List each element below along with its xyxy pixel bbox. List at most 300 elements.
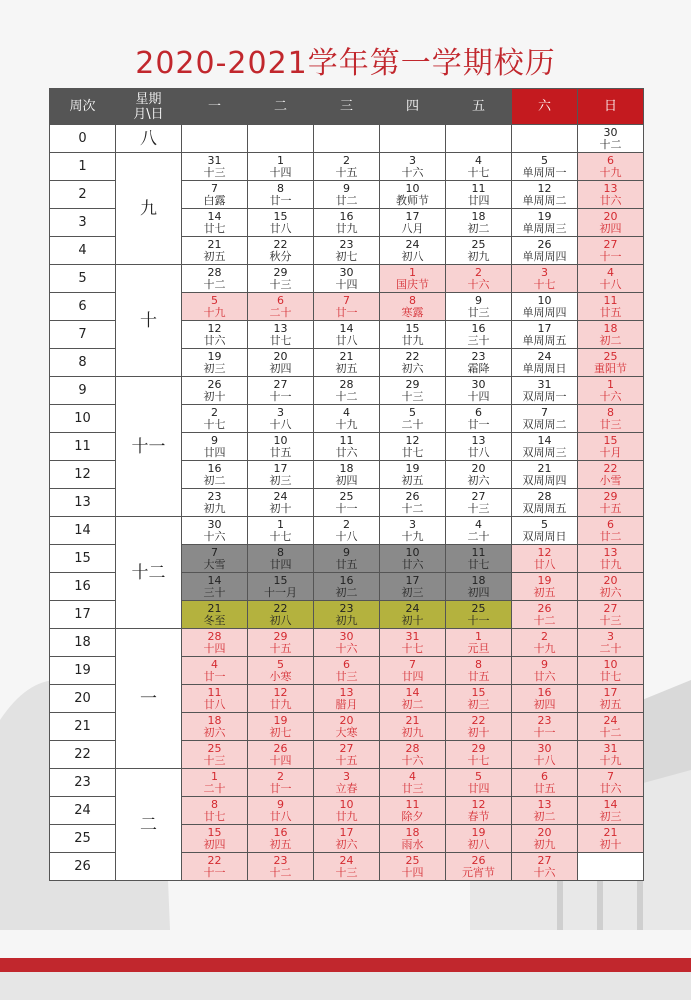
day-header-sun: 日 [578, 89, 644, 125]
day-date: 28 [537, 489, 552, 503]
day-date: 17 [405, 573, 420, 587]
day-lunar-label: 初五 [599, 697, 622, 711]
day-lunar-label: 十九 [335, 417, 358, 431]
day-lunar-label: 十七 [269, 529, 292, 543]
day-date: 22 [207, 853, 222, 867]
day-date: 20 [471, 461, 486, 475]
day-date: 25 [207, 741, 222, 755]
day-cell [182, 349, 248, 377]
day-date: 5 [409, 405, 416, 419]
day-cell [380, 237, 446, 265]
calendar-table [49, 88, 644, 881]
day-cell [380, 349, 446, 377]
day-cell [182, 741, 248, 769]
day-cell [380, 405, 446, 433]
day-lunar-label: 单周周二 [522, 193, 567, 207]
day-date: 1 [475, 629, 482, 643]
day-cell [512, 181, 578, 209]
day-lunar-label: 十四 [335, 277, 358, 291]
table-row [50, 769, 644, 797]
day-lunar-label: 廿七 [401, 445, 424, 459]
day-date: 22 [471, 713, 486, 727]
day-date: 27 [471, 489, 486, 503]
day-date: 8 [409, 293, 416, 307]
day-cell [512, 685, 578, 713]
footer-grey-band [0, 972, 691, 1000]
day-lunar-label: 初九 [335, 613, 358, 627]
day-lunar-label: 初九 [467, 249, 490, 263]
day-lunar-label: 重阳节 [594, 361, 627, 375]
day-date: 10 [405, 181, 420, 195]
day-date: 12 [207, 321, 222, 335]
day-cell [248, 573, 314, 601]
day-cell [512, 461, 578, 489]
day-cell [578, 293, 644, 321]
day-cell [314, 461, 380, 489]
day-cell [182, 461, 248, 489]
day-cell [446, 265, 512, 293]
day-cell [248, 601, 314, 629]
day-cell [578, 405, 644, 433]
day-cell [248, 237, 314, 265]
day-cell [578, 573, 644, 601]
day-cell [314, 349, 380, 377]
day-lunar-label: 十三 [599, 613, 622, 627]
day-lunar-label: 初十 [269, 501, 292, 515]
day-cell [182, 713, 248, 741]
day-cell [380, 825, 446, 853]
day-date: 20 [339, 713, 354, 727]
day-cell [446, 601, 512, 629]
day-lunar-label: 廿五 [335, 557, 358, 571]
week-number: 12 [50, 461, 116, 489]
day-cell [314, 405, 380, 433]
day-cell [380, 125, 446, 153]
day-cell [578, 657, 644, 685]
day-lunar-label: 十二 [401, 501, 424, 515]
day-lunar-label: 十一 [467, 613, 490, 627]
day-lunar-label: 廿三 [467, 305, 490, 319]
day-date: 18 [405, 825, 420, 839]
day-cell [446, 461, 512, 489]
day-cell [578, 853, 644, 881]
month-header-line1: 星期 [135, 91, 162, 107]
day-cell [578, 713, 644, 741]
day-cell [314, 321, 380, 349]
day-date: 3 [409, 517, 416, 531]
day-date: 8 [475, 657, 482, 671]
day-cell [380, 853, 446, 881]
month-label: 八 [116, 125, 182, 153]
day-cell [446, 825, 512, 853]
day-date: 23 [537, 713, 552, 727]
day-date: 26 [207, 377, 222, 391]
day-lunar-label: 元旦 [467, 641, 490, 655]
week-number: 23 [50, 769, 116, 797]
day-cell [182, 153, 248, 181]
day-cell [182, 321, 248, 349]
day-date: 7 [211, 181, 218, 195]
day-cell [182, 181, 248, 209]
day-lunar-label: 十五 [599, 501, 622, 515]
day-date: 15 [405, 321, 420, 335]
day-lunar-label: 元宵节 [462, 865, 495, 879]
day-date: 27 [603, 601, 618, 615]
day-cell [446, 349, 512, 377]
day-date: 20 [603, 209, 618, 223]
day-lunar-label: 十四 [269, 753, 292, 767]
day-cell [578, 517, 644, 545]
day-cell [380, 153, 446, 181]
day-lunar-label: 初三 [401, 585, 424, 599]
day-lunar-label: 廿四 [467, 781, 490, 795]
day-lunar-label: 廿一 [203, 669, 226, 683]
day-cell [446, 573, 512, 601]
day-lunar-label: 二十 [203, 781, 226, 795]
day-lunar-label: 十四 [203, 641, 226, 655]
day-date: 9 [475, 293, 482, 307]
day-lunar-label: 十一月 [264, 585, 297, 599]
day-date: 1 [277, 517, 284, 531]
day-header-thu: 四 [380, 89, 446, 125]
day-lunar-label: 十三 [269, 277, 292, 291]
day-cell [248, 433, 314, 461]
day-date: 27 [339, 741, 354, 755]
day-lunar-label: 十六 [335, 641, 358, 655]
day-date: 15 [471, 685, 486, 699]
day-date: 17 [405, 209, 420, 223]
day-date: 22 [273, 601, 288, 615]
table-row [50, 125, 644, 153]
day-cell [248, 153, 314, 181]
day-cell [314, 153, 380, 181]
day-lunar-label: 十三 [467, 501, 490, 515]
day-lunar-label: 初三 [203, 361, 226, 375]
day-cell [446, 713, 512, 741]
day-cell [446, 237, 512, 265]
day-lunar-label: 十五 [335, 165, 358, 179]
day-date: 26 [405, 489, 420, 503]
day-cell [512, 825, 578, 853]
day-date: 23 [471, 349, 486, 363]
day-date: 26 [537, 601, 552, 615]
table-row [50, 517, 644, 545]
day-cell [380, 293, 446, 321]
day-lunar-label: 十一 [599, 249, 622, 263]
day-lunar-label: 廿四 [203, 445, 226, 459]
day-date: 25 [471, 601, 486, 615]
day-cell [512, 853, 578, 881]
day-date: 23 [339, 601, 354, 615]
day-cell [380, 321, 446, 349]
day-lunar-label: 廿二 [599, 529, 622, 543]
day-date: 16 [339, 573, 354, 587]
day-lunar-label: 廿四 [467, 193, 490, 207]
day-date: 31 [405, 629, 420, 643]
day-cell [512, 657, 578, 685]
week-number: 15 [50, 545, 116, 573]
day-cell [182, 545, 248, 573]
day-lunar-label: 初四 [335, 473, 358, 487]
day-lunar-label: 腊月 [335, 697, 358, 711]
day-date: 30 [339, 629, 354, 643]
day-lunar-label: 初二 [203, 473, 226, 487]
week-number: 11 [50, 433, 116, 461]
table-row [50, 629, 644, 657]
day-cell [248, 377, 314, 405]
day-lunar-label: 十七 [203, 417, 226, 431]
day-cell [578, 125, 644, 153]
day-cell [380, 377, 446, 405]
day-date: 12 [471, 797, 486, 811]
day-lunar-label: 廿七 [467, 557, 490, 571]
day-date: 21 [207, 601, 222, 615]
day-cell [248, 713, 314, 741]
day-date: 26 [471, 853, 486, 867]
day-cell [248, 853, 314, 881]
day-cell [512, 741, 578, 769]
day-lunar-label: 初五 [335, 361, 358, 375]
day-lunar-label: 双周周五 [522, 501, 567, 515]
day-cell [380, 461, 446, 489]
day-lunar-label: 廿六 [599, 193, 622, 207]
day-date: 4 [475, 153, 482, 167]
day-date: 4 [475, 517, 482, 531]
day-cell [446, 657, 512, 685]
day-date: 14 [405, 685, 420, 699]
day-cell [512, 321, 578, 349]
day-lunar-label: 廿六 [599, 781, 622, 795]
day-date: 10 [273, 433, 288, 447]
day-cell [380, 601, 446, 629]
day-date: 30 [471, 377, 486, 391]
day-date: 23 [207, 489, 222, 503]
day-lunar-label: 初五 [533, 585, 556, 599]
day-lunar-label: 立春 [335, 781, 358, 795]
day-cell [182, 573, 248, 601]
day-cell [314, 741, 380, 769]
day-cell [248, 461, 314, 489]
day-lunar-label: 十二 [599, 725, 622, 739]
day-cell [446, 153, 512, 181]
day-cell [182, 601, 248, 629]
day-cell [182, 517, 248, 545]
day-cell [314, 657, 380, 685]
day-lunar-label: 三十 [467, 333, 490, 347]
day-lunar-label: 初三 [467, 697, 490, 711]
day-lunar-label: 十八 [269, 417, 292, 431]
day-date: 18 [603, 321, 618, 335]
day-date: 17 [603, 685, 618, 699]
day-lunar-label: 十六 [599, 389, 622, 403]
day-lunar-label: 十月 [599, 445, 622, 459]
day-lunar-label: 初八 [467, 837, 490, 851]
week-number: 6 [50, 293, 116, 321]
day-lunar-label: 春节 [467, 809, 490, 823]
day-date: 2 [541, 629, 548, 643]
day-cell [578, 321, 644, 349]
day-lunar-label: 单周周四 [522, 305, 567, 319]
day-lunar-label: 廿一 [467, 417, 490, 431]
calendar-header [50, 89, 644, 125]
day-cell [314, 601, 380, 629]
day-date: 19 [405, 461, 420, 475]
day-date: 18 [471, 209, 486, 223]
day-cell [182, 657, 248, 685]
day-date: 12 [537, 181, 552, 195]
day-cell [182, 265, 248, 293]
day-lunar-label: 廿三 [401, 781, 424, 795]
day-lunar-label: 廿一 [335, 305, 358, 319]
day-date: 24 [339, 853, 354, 867]
day-cell [446, 517, 512, 545]
day-date: 8 [277, 181, 284, 195]
day-date: 11 [207, 685, 222, 699]
day-cell [248, 657, 314, 685]
day-lunar-label: 秋分 [269, 249, 292, 263]
day-header-sat: 六 [512, 89, 578, 125]
day-lunar-label: 初八 [269, 613, 292, 627]
day-lunar-label: 十三 [203, 165, 226, 179]
day-date: 13 [273, 321, 288, 335]
day-date: 2 [277, 769, 284, 783]
day-cell [182, 433, 248, 461]
day-cell [578, 349, 644, 377]
day-cell [578, 741, 644, 769]
day-cell [248, 545, 314, 573]
day-cell [314, 685, 380, 713]
day-lunar-label: 初二 [335, 585, 358, 599]
week-number: 18 [50, 629, 116, 657]
day-date: 8 [607, 405, 614, 419]
day-date: 24 [537, 349, 552, 363]
day-date: 22 [405, 349, 420, 363]
day-date: 27 [537, 853, 552, 867]
day-lunar-label: 大寒 [335, 725, 358, 739]
footer-red-band [0, 958, 691, 972]
day-date: 29 [405, 377, 420, 391]
day-lunar-label: 霜降 [467, 361, 490, 375]
day-lunar-label: 十三 [203, 753, 226, 767]
day-date: 24 [603, 713, 618, 727]
day-date: 25 [603, 349, 618, 363]
day-date: 25 [339, 489, 354, 503]
day-cell [380, 209, 446, 237]
day-date: 15 [603, 433, 618, 447]
day-cell [578, 265, 644, 293]
day-date: 5 [541, 517, 548, 531]
day-cell [446, 293, 512, 321]
day-cell [512, 769, 578, 797]
day-lunar-label: 廿九 [335, 809, 358, 823]
day-lunar-label: 寒露 [401, 305, 424, 319]
day-cell [512, 797, 578, 825]
day-lunar-label: 初四 [599, 221, 622, 235]
day-cell [182, 293, 248, 321]
day-cell [314, 293, 380, 321]
day-date: 6 [607, 517, 614, 531]
day-cell [314, 489, 380, 517]
day-lunar-label: 廿四 [401, 669, 424, 683]
day-cell [512, 209, 578, 237]
day-date: 3 [541, 265, 548, 279]
day-cell [380, 545, 446, 573]
week-number: 7 [50, 321, 116, 349]
month-label: 二 [116, 769, 182, 881]
day-cell [578, 825, 644, 853]
day-lunar-label: 白露 [203, 193, 226, 207]
day-lunar-label: 十四 [467, 389, 490, 403]
day-lunar-label: 十二 [533, 613, 556, 627]
day-cell [578, 629, 644, 657]
week-number: 19 [50, 657, 116, 685]
day-lunar-label: 雨水 [401, 837, 424, 851]
day-lunar-label: 廿五 [269, 445, 292, 459]
day-date: 7 [211, 545, 218, 559]
day-date: 24 [273, 489, 288, 503]
week-number: 26 [50, 853, 116, 881]
day-date: 19 [471, 825, 486, 839]
day-lunar-label: 双周周一 [522, 389, 567, 403]
day-cell [248, 489, 314, 517]
day-date: 3 [343, 769, 350, 783]
day-date: 29 [273, 265, 288, 279]
day-date: 1 [277, 153, 284, 167]
day-cell [512, 237, 578, 265]
day-lunar-label: 初二 [599, 333, 622, 347]
day-cell [380, 685, 446, 713]
day-cell [182, 209, 248, 237]
day-lunar-label: 初二 [533, 809, 556, 823]
day-date: 8 [211, 797, 218, 811]
day-lunar-label: 二十 [269, 305, 292, 319]
day-cell [446, 629, 512, 657]
day-lunar-label: 十七 [467, 165, 490, 179]
day-lunar-label: 十九 [203, 305, 226, 319]
day-cell [182, 825, 248, 853]
day-date: 22 [603, 461, 618, 475]
day-lunar-label: 大雪 [203, 557, 226, 571]
day-cell [182, 629, 248, 657]
day-cell [248, 825, 314, 853]
month-label: 九 [116, 153, 182, 265]
week-number: 13 [50, 489, 116, 517]
day-header-tue: 二 [248, 89, 314, 125]
day-cell [446, 853, 512, 881]
day-lunar-label: 廿七 [203, 809, 226, 823]
day-lunar-label: 初六 [335, 837, 358, 851]
day-lunar-label: 廿五 [467, 669, 490, 683]
day-date: 11 [471, 545, 486, 559]
day-date: 19 [537, 573, 552, 587]
day-lunar-label: 十六 [467, 277, 490, 291]
day-lunar-label: 初九 [533, 837, 556, 851]
week-number: 0 [50, 125, 116, 153]
day-lunar-label: 初四 [203, 837, 226, 851]
day-date: 10 [405, 545, 420, 559]
day-date: 30 [537, 741, 552, 755]
day-lunar-label: 初六 [599, 585, 622, 599]
day-cell [512, 153, 578, 181]
day-date: 3 [409, 153, 416, 167]
day-date: 26 [273, 741, 288, 755]
day-date: 21 [537, 461, 552, 475]
day-lunar-label: 初六 [467, 473, 490, 487]
day-lunar-label: 廿八 [533, 557, 556, 571]
day-date: 27 [273, 377, 288, 391]
day-lunar-label: 十七 [467, 753, 490, 767]
week-number: 5 [50, 265, 116, 293]
